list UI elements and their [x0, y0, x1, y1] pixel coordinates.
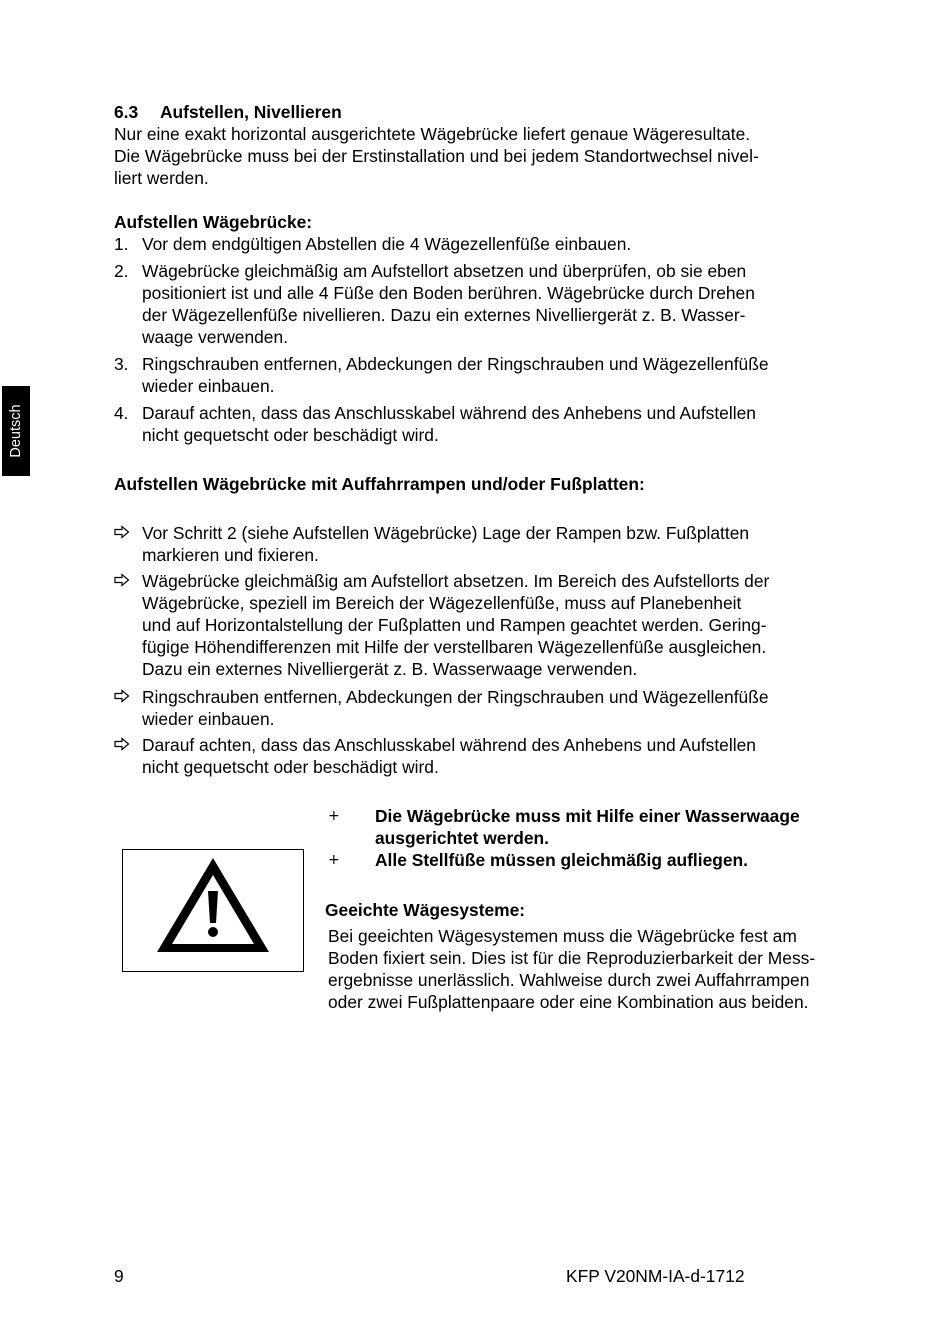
certified-line: Boden fixiert sein. Dies ist für die Reproduzierbarkeit der Mess-: [328, 948, 816, 968]
step-number: 2.: [114, 261, 129, 281]
warning-triangle-icon: [123, 850, 302, 970]
section-title: Aufstellen, Nivellieren: [160, 102, 342, 122]
ramps-heading: Aufstellen Wägebrücke mit Auffahrrampen und/oder Fußplatten:: [114, 474, 645, 494]
bullet-line: Darauf achten, dass das Anschlusskabel während des Anhebens und Aufstellen: [142, 735, 756, 755]
step-line: nicht gequetscht oder beschädigt wird.: [142, 425, 439, 445]
document-id: KFP V20NM-IA-d-1712: [566, 1266, 745, 1286]
step-line: waage verwenden.: [142, 327, 288, 347]
intro-paragraph: [114, 123, 844, 189]
bullet-line: fügige Höhendifferenzen mit Hilfe der verstellbaren Wägezellenfüße ausgleichen.: [142, 637, 767, 657]
step-line: wieder einbauen.: [142, 376, 275, 396]
page-number: 9: [114, 1266, 124, 1286]
setup-heading: Aufstellen Wägebrücke:: [114, 212, 313, 232]
certified-line: oder zwei Fußplattenpaare oder eine Kombination aus beiden.: [328, 992, 809, 1012]
certified-heading: Geeichte Wägesysteme:: [325, 900, 526, 920]
warning-line: Alle Stellfüße müssen gleichmäßig aufliegen.: [375, 850, 749, 870]
step-line: der Wägezellenfüße nivellieren. Dazu ein externes Nivelliergerät z. B. Wasser-: [142, 305, 746, 325]
step-line: Vor dem endgültigen Abstellen die 4 Wägezellenfüße einbauen.: [142, 234, 632, 254]
arrow-right-icon: [114, 570, 142, 592]
step-line: Darauf achten, dass das Anschlusskabel während des Anhebens und Aufstellen: [142, 403, 756, 423]
language-tab: [2, 386, 30, 476]
arrow-right-icon: [114, 734, 142, 756]
section-number: 6.3: [114, 102, 139, 122]
intro-line: Nur eine exakt horizontal ausgerichtete Wägebrücke liefert genaue Wägeresultate.: [114, 124, 751, 144]
intro-line: Die Wägebrücke muss bei der Erstinstallation und bei jedem Standortwechsel nivel-: [114, 146, 759, 166]
arrow-right-icon: [114, 522, 142, 544]
bullet-line: Wägebrücke gleichmäßig am Aufstellort absetzen. Im Bereich des Aufstellorts der: [142, 571, 770, 591]
certified-line: Bei geeichten Wägesystemen muss die Wägebrücke fest am: [328, 926, 797, 946]
step-line: Wägebrücke gleichmäßig am Aufstellort absetzen und überprüfen, ob sie eben: [142, 261, 747, 281]
language-tab-label: Deutsch: [8, 404, 24, 458]
intro-line: liert werden.: [114, 168, 209, 188]
bullet-line: nicht gequetscht oder beschädigt wird.: [142, 757, 439, 777]
bullet-line: Vor Schritt 2 (siehe Aufstellen Wägebrücke) Lage der Rampen bzw. Fußplatten: [142, 523, 750, 543]
step-number: 1.: [114, 234, 129, 254]
step-line: positioniert ist und alle 4 Füße den Boden berühren. Wägebrücke durch Drehen: [142, 283, 755, 303]
plus-marker: +: [328, 808, 340, 824]
step-number: 3.: [114, 354, 129, 374]
plus-marker: +: [328, 852, 340, 868]
warning-line: ausgerichtet werden.: [375, 828, 549, 848]
certified-paragraph: [328, 925, 815, 1013]
step-line: Ringschrauben entfernen, Abdeckungen der Ringschrauben und Wägezellenfüße: [142, 354, 769, 374]
bullet-line: wieder einbauen.: [142, 709, 275, 729]
bullet-line: Ringschrauben entfernen, Abdeckungen der Ringschrauben und Wägezellenfüße: [142, 687, 769, 707]
arrow-right-icon: [114, 686, 142, 708]
bullet-line: Wägebrücke, speziell im Bereich der Wägezellenfüße, muss auf Planebenheit: [142, 593, 742, 613]
bullet-line: Dazu ein externes Nivelliergerät z. B. Wasserwaage verwenden.: [142, 659, 638, 679]
warning-line: Die Wägebrücke muss mit Hilfe einer Wasserwaage: [375, 806, 800, 826]
bullet-line: markieren und fixieren.: [142, 545, 319, 565]
certified-line: ergebnisse unerlässlich. Wahlweise durch zwei Auffahrrampen: [328, 970, 810, 990]
step-number: 4.: [114, 403, 129, 423]
warning-box: [122, 849, 304, 972]
section-heading: [114, 101, 342, 123]
bullet-line: und auf Horizontalstellung der Fußplatten und Rampen geachtet werden. Gering-: [142, 615, 767, 635]
